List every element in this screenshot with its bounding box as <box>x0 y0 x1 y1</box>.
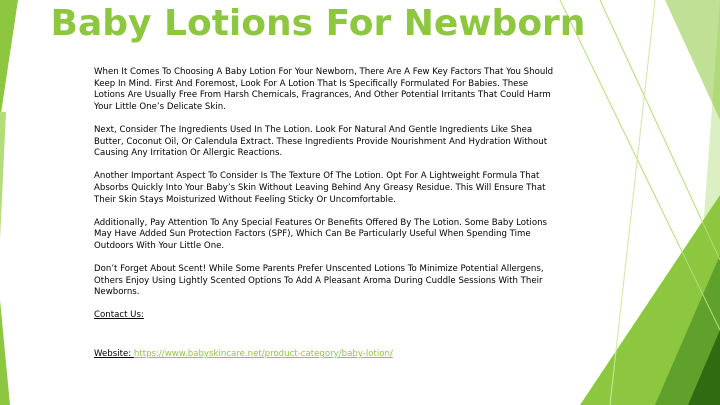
left-green-shape-bottom <box>0 300 10 405</box>
paragraph-texture: Another Important Aspect To Consider Is The Texture Of The Lotion. Opt For A Lightweight Formula That Absorbs Quickly Into Your Baby’s Skin Without Leaving Behind Any Greasy Residue. This Will Ensure That Their Skin Stays Moisturized Without Feeling Sticky Or Uncomfortable. <box>94 171 546 205</box>
page-title: Baby Lotions For Newborn <box>50 3 586 44</box>
paragraph-ingredients: Next, Consider The Ingredients Used In The Lotion. Look For Natural And Gentle Ingredients Like Shea Butter, Coconut Oil, Or Calendula Extract. These Ingredients Provide Nourishment And Hydration Without Causing Any Irritation Or Allergic Reactions. <box>94 124 548 159</box>
paragraph-intro: When It Comes To Choosing A Baby Lotion For Your Newborn, There Are A Few Key Factors That You Should Keep In Mind. First And Foremost, Look For A Lotion That Is Specifically Formulated For Babies. These Lotions Are Usually Free From Harsh Chemicals, Fragrances, And Other Potential Irritants That Could Harm Your Little One’s Delicate Skin. <box>94 67 554 112</box>
body-text <box>94 67 558 372</box>
right-top-accent <box>665 0 720 120</box>
paragraph-features: Additionally, Pay Attention To Any Special Features Or Benefits Offered By The Lotion. Some Baby Lotions May Have Added Sun Protection Factors (SPF), Which Can Be Particularly Useful When Spending Time Outdoors With Your Little One. <box>94 217 547 251</box>
left-green-shape-mid <box>0 112 6 240</box>
website-label: Website: <box>94 349 134 360</box>
contact-us-label: Contact Us: <box>94 310 144 321</box>
website-link[interactable]: https://www.babyskincare.net/product-category/baby-lotion/ <box>133 349 393 360</box>
paragraph-scent: Don’t Forget About Scent! While Some Parents Prefer Unscented Lotions To Minimize Potential Allergens, Others Enjoy Using Lightly Scented Options To Add A Pleasant Aroma During Cuddle Sessions With Their Newborns. <box>94 264 544 298</box>
website-line <box>94 349 558 361</box>
